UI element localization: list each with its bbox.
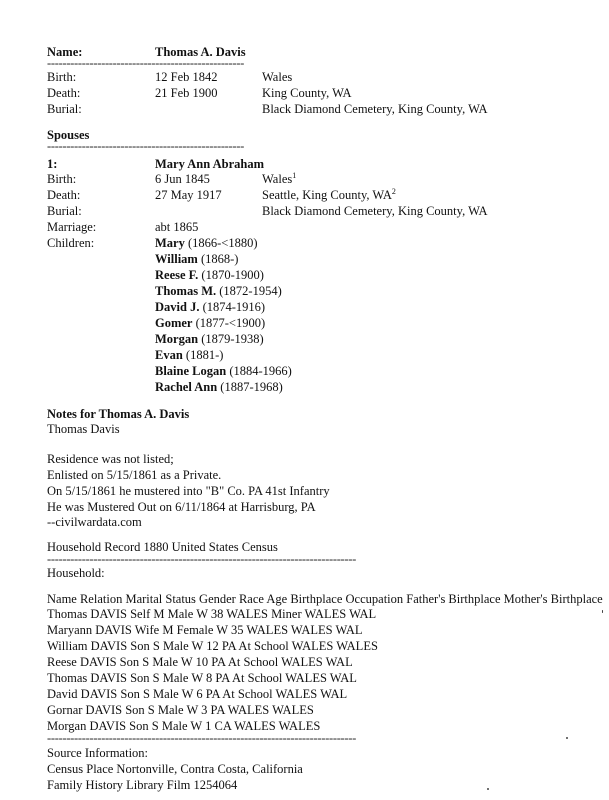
spouse-number: 1: <box>47 157 58 171</box>
census-row: Maryann DAVIS Wife M Female W 35 WALES WALES WAL <box>47 623 363 637</box>
birth-label: Birth: <box>47 70 77 84</box>
census-row: David DAVIS Son S Male W 6 PA At School WALES WAL <box>47 687 348 701</box>
birth-place: Wales <box>262 70 293 84</box>
census-row: Morgan DAVIS Son S Male W 1 CA WALES WALES <box>47 719 321 733</box>
notes-line: --civilwardata.com <box>47 515 142 529</box>
scan-speck <box>487 788 489 790</box>
burial-label: Burial: <box>47 102 82 116</box>
separator-line: -------------------------------------------------------------------------------- <box>47 552 357 566</box>
child-entry: Thomas M. (1872-1954) <box>155 284 282 298</box>
child-entry: Gomer (1877-<1900) <box>155 316 266 330</box>
child-entry: Reese F. (1870-1900) <box>155 268 264 282</box>
separator-line: -------------------------------------------------------------------------------- <box>47 731 357 745</box>
birth-date: 12 Feb 1842 <box>155 70 218 84</box>
separator-line: --------------------------------------------------- <box>47 139 244 153</box>
notes-heading: Notes for Thomas A. Davis <box>47 407 190 421</box>
child-entry: David J. (1874-1916) <box>155 300 266 314</box>
notes-line: Enlisted on 5/15/1861 as a Private. <box>47 468 222 482</box>
footnote-marker: 1 <box>292 170 297 180</box>
spouse-name: Mary Ann Abraham <box>155 157 265 171</box>
source-place: Census Place Nortonville, Contra Costa, California <box>47 762 303 776</box>
spouses-heading: Spouses <box>47 128 90 142</box>
name-label: Name: <box>47 45 83 59</box>
footnote-marker: 2 <box>391 186 396 196</box>
census-row: Gornar DAVIS Son S Male W 3 PA WALES WALES <box>47 703 314 717</box>
notes-line: On 5/15/1861 he mustered into "B" Co. PA 41st Infantry <box>47 484 330 498</box>
children-label: Children: <box>47 236 95 250</box>
census-row: Thomas DAVIS Son S Male W 8 PA At School WALES WAL <box>47 671 357 685</box>
spouse-burial-place: Black Diamond Cemetery, King County, WA <box>262 204 488 218</box>
child-entry: Evan (1881-) <box>155 348 224 362</box>
census-row: Reese DAVIS Son S Male W 10 PA At School WALES WAL <box>47 655 353 669</box>
census-row: Thomas DAVIS Self M Male W 38 WALES Miner WALES WAL <box>47 607 377 621</box>
scan-speck <box>602 610 603 613</box>
household-record-title: Household Record 1880 United States Census <box>47 540 278 554</box>
child-entry: William (1868-) <box>155 252 239 266</box>
notes-name: Thomas Davis <box>47 422 120 436</box>
spouse-birth-place: Wales$^1$ <box>262 170 297 186</box>
burial-place: Black Diamond Cemetery, King County, WA <box>262 102 488 116</box>
child-entry: Blaine Logan (1884-1966) <box>155 364 292 378</box>
marriage-label: Marriage: <box>47 220 97 234</box>
spouse-death-place: Seattle, King County, $WA^2$ <box>262 186 396 202</box>
death-place: King County, WA <box>262 86 352 100</box>
death-date: 21 Feb 1900 <box>155 86 218 100</box>
source-film: Family History Library Film 1254064 <box>47 778 238 792</box>
person-name: Thomas A. Davis <box>155 45 246 59</box>
marriage-date: abt 1865 <box>155 220 199 234</box>
spouse-birth-date: 6 Jun 1845 <box>155 172 210 186</box>
census-row: William DAVIS Son S Male W 12 PA At School WALES WALES <box>47 639 378 653</box>
spouse-death-date: 27 May 1917 <box>155 188 222 202</box>
child-entry: Rachel Ann (1887-1968) <box>155 380 283 394</box>
children-list <box>155 236 292 396</box>
spouse-death-label: Death: <box>47 188 81 202</box>
census-header-row: Name Relation Marital Status Gender Race Age Birthplace Occupation Father's Birthplace Mother's Birthplace <box>47 592 603 606</box>
death-label: Death: <box>47 86 81 100</box>
household-label: Household: <box>47 566 105 580</box>
notes-line: Residence was not listed; <box>47 452 174 466</box>
notes-line: He was Mustered Out on 6/11/1864 at Harrisburg, PA <box>47 500 316 514</box>
child-entry: Mary (1866-<1880) <box>155 236 258 250</box>
source-label: Source Information: <box>47 746 149 760</box>
child-entry: Morgan (1879-1938) <box>155 332 264 346</box>
spouse-birth-label: Birth: <box>47 172 77 186</box>
separator-line: --------------------------------------------------- <box>47 56 244 70</box>
scan-speck <box>566 737 568 739</box>
spouse-burial-label: Burial: <box>47 204 82 218</box>
